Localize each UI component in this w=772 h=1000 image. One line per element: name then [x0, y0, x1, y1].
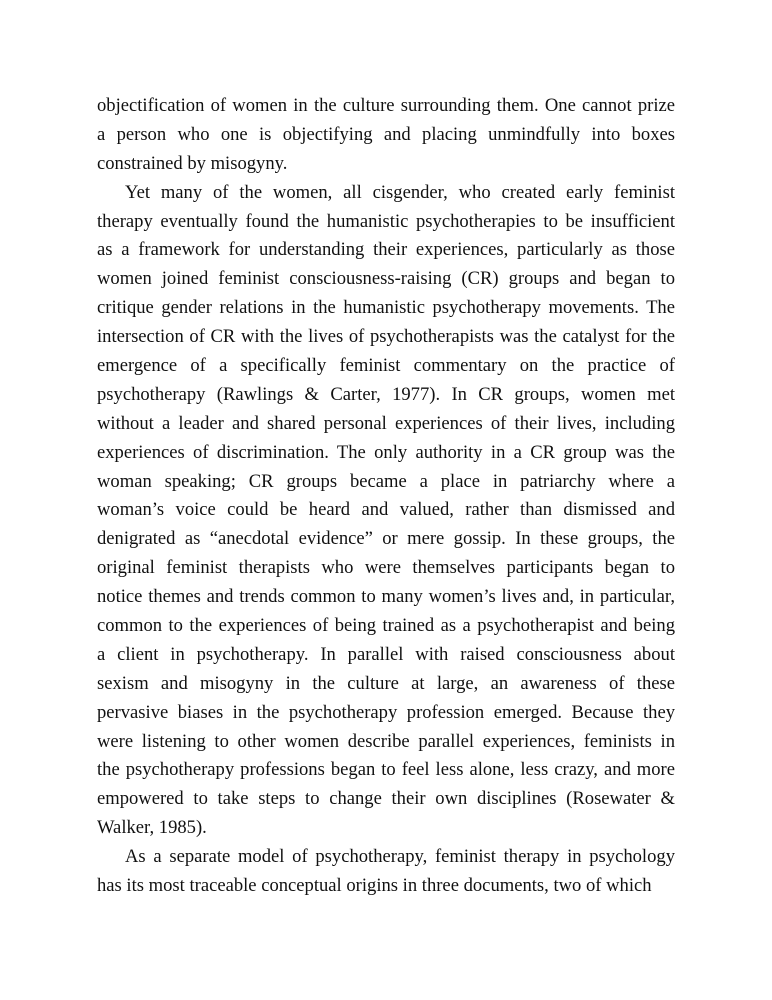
paragraph	[97, 843, 675, 901]
text-line: has its most traceable conceptual origins in three documents, two of which	[97, 875, 652, 897]
body-text	[97, 92, 675, 901]
text-line: denigrated as “anecdotal evidence” or mere gossip. In these groups, the	[97, 528, 675, 550]
text-line: notice themes and trends common to many women’s lives and, in particular,	[97, 586, 675, 608]
text-line: without a leader and shared personal experiences of their lives, including	[97, 412, 675, 434]
text-line: a person who one is objectifying and placing unmindfully into boxes	[97, 123, 675, 145]
text-line: intersection of CR with the lives of psychotherapists was the catalyst for the	[97, 326, 675, 348]
text-line: as a framework for understanding their experiences, particularly as those	[97, 239, 675, 261]
text-line: pervasive biases in the psychotherapy profession emerged. Because they	[97, 701, 675, 723]
text-line: emergence of a specifically feminist commentary on the practice of	[97, 355, 675, 377]
text-line: Yet many of the women, all cisgender, who created early feminist	[125, 181, 675, 203]
text-line: women joined feminist consciousness-raising (CR) groups and began to	[97, 268, 675, 290]
text-line: common to the experiences of being trained as a psychotherapist and being	[97, 615, 675, 637]
text-line: empowered to take steps to change their own disciplines (Rosewater &	[97, 788, 675, 810]
text-line: were listening to other women describe parallel experiences, feminists in	[97, 730, 675, 752]
paragraph	[97, 92, 675, 179]
text-line: constrained by misogyny.	[97, 152, 288, 174]
text-line: a client in psychotherapy. In parallel with raised consciousness about	[97, 643, 675, 665]
text-line: experiences of discrimination. The only authority in a CR group was the	[97, 441, 675, 463]
text-line: As a separate model of psychotherapy, feminist therapy in psychology	[125, 846, 675, 868]
text-line: therapy eventually found the humanistic psychotherapies to be insufficient	[97, 210, 675, 232]
text-line: original feminist therapists who were themselves participants began to	[97, 557, 675, 579]
text-line: critique gender relations in the humanistic psychotherapy movements. The	[97, 297, 675, 319]
text-line: woman’s voice could be heard and valued, rather than dismissed and	[97, 499, 675, 521]
paragraph	[97, 179, 675, 843]
text-line: woman speaking; CR groups became a place in patriarchy where a	[97, 470, 675, 492]
text-line: the psychotherapy professions began to feel less alone, less crazy, and more	[97, 759, 675, 781]
text-line: Walker, 1985).	[97, 817, 207, 839]
text-line: objectification of women in the culture surrounding them. One cannot prize	[97, 95, 675, 116]
text-line: sexism and misogyny in the culture at large, an awareness of these	[97, 672, 675, 694]
text-line: psychotherapy (Rawlings & Carter, 1977). In CR groups, women met	[97, 383, 675, 405]
